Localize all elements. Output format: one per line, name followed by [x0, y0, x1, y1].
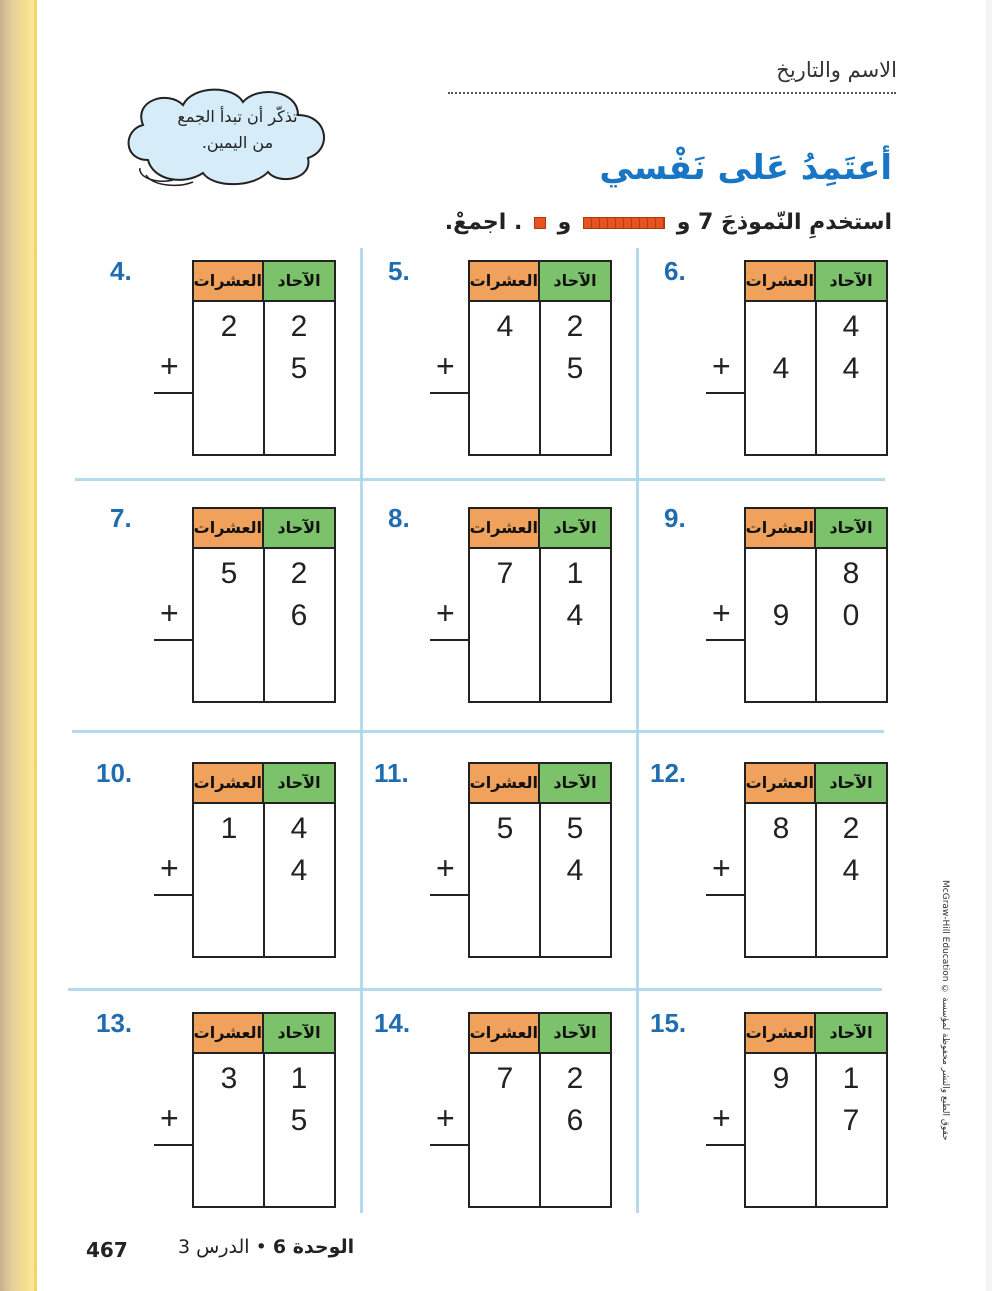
bottom-ones-digit: 6 [566, 1104, 584, 1137]
top-ones-digit: 2 [290, 557, 308, 590]
place-value-table [744, 507, 888, 703]
ones-header: الآحاد [264, 764, 334, 802]
plus-sign: + [712, 348, 731, 384]
answer-tens-cell[interactable] [746, 898, 814, 956]
top-ones-digit: 8 [842, 557, 860, 590]
plus-sign: + [160, 1100, 179, 1136]
sum-line [706, 894, 746, 896]
top-ones-digit: 1 [566, 557, 584, 590]
ones-header: الآحاد [540, 262, 610, 300]
tens-header: العشرات [746, 1014, 816, 1052]
row-separator [72, 730, 884, 733]
problem-number: 14. [374, 1008, 411, 1038]
bottom-ones-digit: 6 [290, 599, 308, 632]
name-date-label: الاسم والتاريخ [776, 58, 897, 82]
answer-ones-cell[interactable] [817, 643, 886, 701]
tens-header: العشرات [746, 262, 816, 300]
tens-header: العشرات [194, 764, 264, 802]
problem-number: 5. [388, 256, 410, 286]
footer-unit-lesson [178, 1236, 354, 1258]
plus-sign: + [712, 850, 731, 886]
instruction-part-2: و [557, 210, 572, 235]
top-ones-digit: 2 [290, 310, 308, 343]
top-ones-digit: 2 [566, 1062, 584, 1095]
answer-ones-cell[interactable] [817, 898, 886, 956]
instruction-part-1: استخدمِ النّموذجَ 7 و [676, 210, 892, 235]
problem-9 [0, 758, 992, 968]
top-ones-digit: 5 [566, 812, 584, 845]
ones-header: الآحاد [816, 1014, 886, 1052]
bottom-tens-digit: 9 [772, 599, 790, 632]
problem-6 [0, 503, 992, 713]
top-tens-digit: 8 [772, 812, 790, 845]
tip-text [150, 104, 325, 156]
tens-header: العشرات [746, 509, 816, 547]
top-ones-digit: 4 [290, 812, 308, 845]
ones-header: الآحاد [540, 764, 610, 802]
top-tens-digit: 4 [496, 310, 514, 343]
ones-header: الآحاد [816, 764, 886, 802]
problem-number: 15. [650, 1008, 687, 1038]
page-number: 467 [86, 1238, 128, 1262]
top-tens-digit: 5 [496, 812, 514, 845]
ones-header: الآحاد [816, 262, 886, 300]
ones-header: الآحاد [264, 1014, 334, 1052]
problem-number: 12. [650, 758, 687, 788]
plus-sign: + [436, 348, 455, 384]
footer-unit: الوحدة 6 [272, 1236, 355, 1258]
problem-number: 4. [110, 256, 132, 286]
answer-ones-cell[interactable] [817, 396, 886, 454]
bottom-tens-digit: 4 [772, 352, 790, 385]
problem-number: 8. [388, 503, 410, 533]
section-title: أعتَمِدُ عَلى نَفْسي [599, 148, 892, 188]
top-ones-digit: 2 [842, 812, 860, 845]
plus-sign: + [436, 850, 455, 886]
place-value-table [744, 762, 888, 958]
footer-separator: • [255, 1236, 267, 1258]
answer-ones-cell[interactable] [817, 1148, 886, 1206]
problem-number: 9. [664, 503, 686, 533]
tens-header: العشرات [194, 1014, 264, 1052]
place-value-table [744, 1012, 888, 1208]
tens-header: العشرات [470, 262, 540, 300]
sum-line [706, 1144, 746, 1146]
tens-header: العشرات [470, 764, 540, 802]
copyright-credit: McGraw-Hill Education © حقوق الطبع والنشر محفوظة لمؤسسة [940, 880, 950, 1141]
tens-header: العشرات [194, 509, 264, 547]
answer-tens-cell[interactable] [746, 643, 814, 701]
instruction-text [445, 210, 892, 235]
ones-cube-icon [534, 217, 546, 229]
plus-sign: + [160, 348, 179, 384]
name-date-line[interactable] [448, 92, 896, 94]
answer-tens-cell[interactable] [746, 396, 814, 454]
top-tens-digit: 7 [496, 557, 514, 590]
bottom-ones-digit: 5 [566, 352, 584, 385]
answer-tens-cell[interactable] [746, 1148, 814, 1206]
ones-header: الآحاد [540, 1014, 610, 1052]
problem-number: 7. [110, 503, 132, 533]
bottom-ones-digit: 0 [842, 599, 860, 632]
tens-header: العشرات [470, 509, 540, 547]
bottom-ones-digit: 4 [842, 854, 860, 887]
tens-header: العشرات [746, 764, 816, 802]
sum-line [706, 639, 746, 641]
top-tens-digit: 9 [772, 1062, 790, 1095]
top-tens-digit: 7 [496, 1062, 514, 1095]
top-tens-digit: 3 [220, 1062, 238, 1095]
bottom-ones-digit: 7 [842, 1104, 860, 1137]
plus-sign: + [160, 595, 179, 631]
top-ones-digit: 2 [566, 310, 584, 343]
top-tens-digit: 1 [220, 812, 238, 845]
bottom-ones-digit: 4 [842, 352, 860, 385]
top-ones-digit: 4 [842, 310, 860, 343]
ones-header: الآحاد [540, 509, 610, 547]
top-ones-digit: 1 [842, 1062, 860, 1095]
sum-line [706, 392, 746, 394]
ones-header: الآحاد [816, 509, 886, 547]
top-tens-digit: 5 [220, 557, 238, 590]
bottom-ones-digit: 4 [290, 854, 308, 887]
footer-lesson: الدرس 3 [178, 1236, 250, 1258]
instruction-part-3: . اجمعْ. [444, 210, 523, 235]
problem-number: 11. [374, 758, 409, 788]
ones-header: الآحاد [264, 262, 334, 300]
bottom-ones-digit: 5 [290, 352, 308, 385]
row-separator [75, 478, 885, 481]
bottom-ones-digit: 5 [290, 1104, 308, 1137]
tens-rod-icon [583, 217, 665, 229]
plus-sign: + [712, 1100, 731, 1136]
plus-sign: + [712, 595, 731, 631]
bottom-ones-digit: 4 [566, 599, 584, 632]
tens-header: العشرات [194, 262, 264, 300]
problem-number: 13. [96, 1008, 133, 1038]
tip-line-2: من اليمين. [201, 133, 274, 152]
bottom-ones-digit: 4 [566, 854, 584, 887]
ones-header: الآحاد [264, 509, 334, 547]
tip-line-1: تذكّر أن تبدأ الجمع [177, 107, 298, 126]
top-ones-digit: 1 [290, 1062, 308, 1095]
problem-number: 6. [664, 256, 686, 286]
place-value-table [744, 260, 888, 456]
tens-header: العشرات [470, 1014, 540, 1052]
row-separator [68, 988, 882, 991]
problem-12 [0, 1008, 992, 1218]
problem-3 [0, 256, 992, 466]
problem-number: 10. [96, 758, 133, 788]
plus-sign: + [436, 595, 455, 631]
top-tens-digit: 2 [220, 310, 238, 343]
plus-sign: + [160, 850, 179, 886]
plus-sign: + [436, 1100, 455, 1136]
